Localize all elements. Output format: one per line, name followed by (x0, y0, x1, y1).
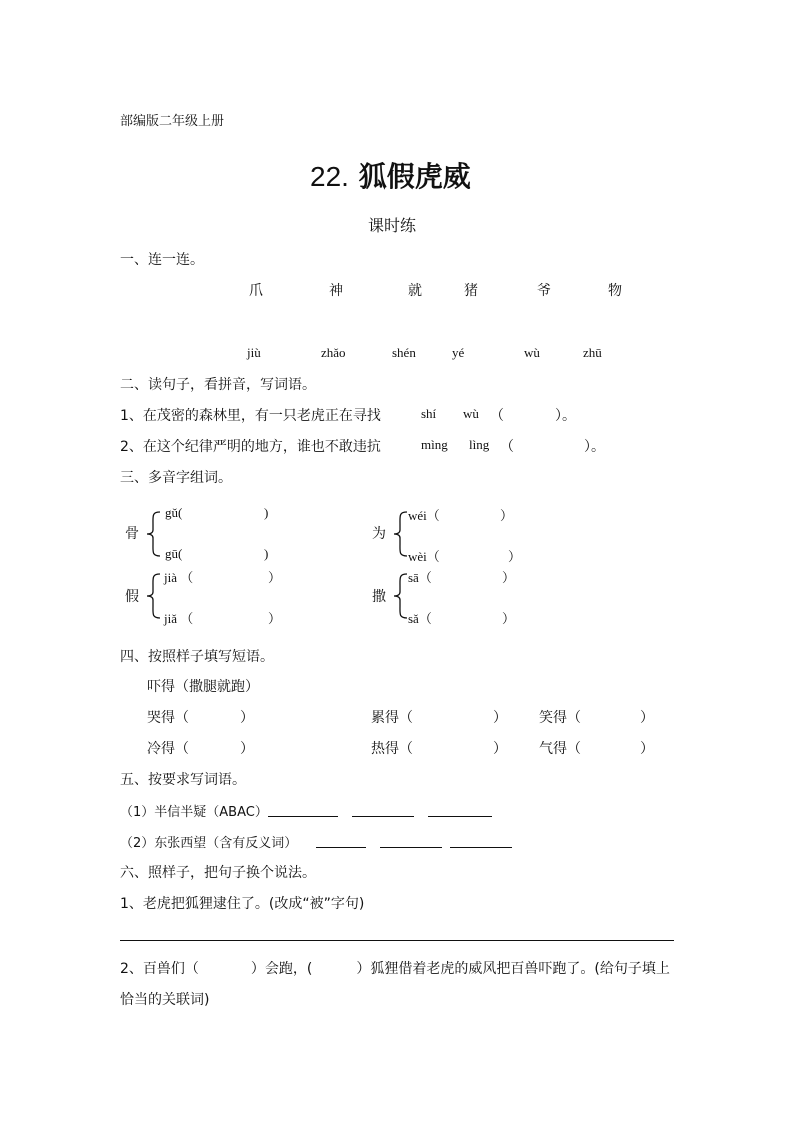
answer-blank-close[interactable]: ） (240, 741, 254, 757)
answer-blank-close[interactable]: ） (640, 710, 654, 726)
polyphone-reading: wèi（ (408, 549, 440, 564)
brace-icon (144, 510, 162, 558)
polyphone-reading: sā（ (408, 570, 432, 585)
match-char: 爷 (537, 283, 551, 299)
question-text: ）会跑，( (250, 961, 313, 977)
phrase-item: 累得（ (371, 710, 413, 726)
polyphone-char: 假 (125, 589, 139, 605)
polyphone-char: 为 (372, 526, 386, 542)
question-5-2: （2）东张西望（含有反义词） (120, 836, 298, 851)
polyphone-char: 骨 (125, 526, 139, 542)
answer-line[interactable] (268, 816, 338, 817)
pinyin-hint: wù (463, 406, 479, 421)
answer-blank-close[interactable]: ） (502, 611, 516, 626)
title-number: 22. (310, 161, 349, 192)
pinyin-hint: lìng (469, 437, 490, 452)
section-2-heading: 二、读句子，看拼音，写词语。 (120, 377, 316, 393)
polyphone-reading: gǔ( (165, 505, 183, 520)
question-2-2 (120, 436, 381, 456)
question-text: 2、百兽们（ (120, 961, 199, 977)
answer-blank-open[interactable]: （ (500, 439, 514, 455)
section-4-heading: 四、按照样子填写短语。 (120, 649, 274, 665)
question-2-1 (120, 405, 381, 425)
answer-line[interactable] (450, 847, 512, 848)
grade-label: 部编版二年级上册 (120, 114, 225, 129)
polyphone-reading: jià （ (164, 570, 194, 585)
question-6-1: 1、老虎把狐狸逮住了。(改成“被”字句) (120, 896, 365, 912)
answer-blank-close[interactable]: ) (264, 505, 269, 520)
phrase-example: 吓得（撒腿就跑） (147, 679, 259, 695)
match-char: 爪 (249, 283, 263, 299)
match-char: 神 (329, 283, 343, 299)
polyphone-reading: jiǎ （ (164, 611, 194, 626)
answer-line[interactable] (352, 816, 414, 817)
match-char: 猪 (464, 283, 478, 299)
match-pinyin: zhǎo (321, 345, 346, 360)
polyphone-reading: sǎ（ (408, 611, 432, 626)
match-pinyin: shén (392, 345, 416, 360)
match-char: 物 (608, 283, 622, 299)
question-6-2 (120, 958, 670, 978)
match-pinyin: jiù (247, 345, 261, 360)
brace-icon (144, 572, 162, 620)
page-subtitle: 课时练 (368, 216, 417, 235)
answer-line[interactable] (120, 940, 674, 941)
question-text: ）狐狸借着老虎的威风把百兽吓跑了。(给句子填上 (356, 961, 670, 977)
answer-line[interactable] (428, 816, 492, 817)
phrase-item: 冷得（ (147, 741, 189, 757)
phrase-item: 哭得（ (147, 710, 189, 726)
phrase-item: 热得（ (371, 741, 413, 757)
brace-icon (391, 510, 409, 558)
answer-blank-close: ）。 (555, 408, 576, 424)
answer-blank-close[interactable]: ） (268, 611, 282, 626)
answer-blank-close[interactable]: ） (493, 710, 507, 726)
section-5-heading: 五、按要求写词语。 (120, 772, 246, 788)
pinyin-hint: mìng (421, 437, 448, 452)
answer-blank-close[interactable]: ） (508, 549, 522, 564)
title-text: 狐假虎威 (358, 160, 471, 193)
phrase-item: 气得（ (539, 741, 581, 757)
answer-blank-close[interactable]: ） (268, 570, 282, 585)
answer-blank-close[interactable]: ) (264, 546, 269, 561)
answer-blank-close: ）。 (584, 439, 605, 455)
answer-blank-close[interactable]: ） (493, 741, 507, 757)
match-pinyin: yé (452, 345, 465, 360)
question-text: 1、在茂密的森林里，有一只老虎正在寻找 (120, 408, 381, 424)
brace-icon (391, 572, 409, 620)
answer-line[interactable] (380, 847, 442, 848)
match-pinyin: zhū (583, 345, 602, 360)
section-6-heading: 六、照样子，把句子换个说法。 (120, 865, 316, 881)
question-5-1: （1）半信半疑（ABAC） (120, 805, 268, 820)
page-title (310, 155, 471, 195)
match-char: 就 (408, 283, 422, 299)
answer-line[interactable] (316, 847, 366, 848)
match-pinyin: wù (524, 345, 540, 360)
section-3-heading: 三、多音字组词。 (120, 470, 232, 486)
pinyin-hint: shí (421, 406, 437, 421)
answer-blank-close[interactable]: ） (500, 508, 514, 523)
answer-blank-open[interactable]: （ (490, 408, 504, 424)
polyphone-reading: wéi（ (408, 508, 440, 523)
section-1-heading: 一、连一连。 (120, 252, 204, 268)
answer-blank-close[interactable]: ） (640, 741, 654, 757)
polyphone-reading: gū( (165, 546, 183, 561)
polyphone-char: 撒 (372, 589, 386, 605)
answer-blank-close[interactable]: ） (240, 710, 254, 726)
answer-blank-close[interactable]: ） (502, 570, 516, 585)
question-text: 2、在这个纪律严明的地方，谁也不敢违抗 (120, 439, 381, 455)
question-6-2-cont: 恰当的关联词) (120, 992, 210, 1008)
phrase-item: 笑得（ (539, 710, 581, 726)
